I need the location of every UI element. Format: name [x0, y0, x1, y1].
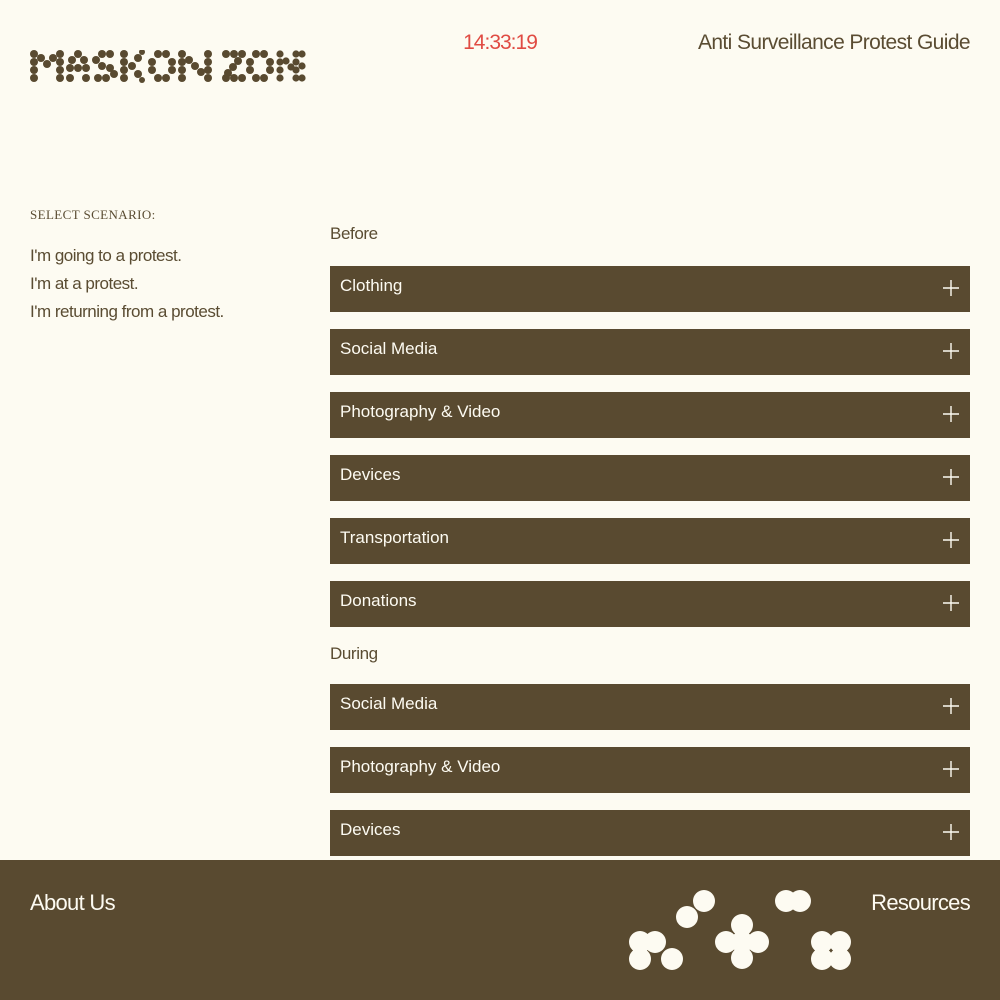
- accordion-label: Social Media: [340, 339, 438, 358]
- accordion-clothing[interactable]: [330, 266, 970, 312]
- plus-icon[interactable]: [942, 279, 960, 297]
- accordion-label: Clothing: [340, 276, 403, 295]
- accordion-label: Donations: [340, 591, 417, 610]
- about-us-link[interactable]: About Us: [30, 890, 115, 915]
- scenario-returning[interactable]: I'm returning from a protest.: [30, 302, 224, 321]
- section-title-during: During: [330, 644, 378, 663]
- plus-icon[interactable]: [942, 594, 960, 612]
- resources-link[interactable]: Resources: [871, 890, 970, 915]
- site-title: Anti Surveillance Protest Guide: [697, 31, 970, 54]
- decorative-dots-icon: [620, 880, 860, 980]
- accordion-label: Photography & Video: [340, 402, 501, 421]
- accordion-social-media[interactable]: [330, 329, 970, 375]
- plus-icon[interactable]: [942, 342, 960, 360]
- accordion-label: Photography & Video: [340, 757, 501, 776]
- accordion-label: Transportation: [340, 528, 449, 547]
- logo-wordmark-icon: [30, 50, 306, 84]
- accordion-devices[interactable]: [330, 455, 970, 501]
- plus-icon[interactable]: [942, 405, 960, 423]
- clock: 14:33:19: [463, 31, 537, 54]
- accordion-donations[interactable]: [330, 581, 970, 627]
- accordion-photography-video[interactable]: [330, 392, 970, 438]
- plus-icon[interactable]: [942, 697, 960, 715]
- accordion-label: Devices: [340, 820, 401, 839]
- plus-icon[interactable]: [942, 531, 960, 549]
- scenario-list: [30, 242, 224, 326]
- scenario-at[interactable]: I'm at a protest.: [30, 274, 139, 293]
- plus-icon[interactable]: [942, 760, 960, 778]
- footer: [0, 860, 1000, 1000]
- section-title-before: Before: [330, 224, 378, 243]
- plus-icon[interactable]: [942, 823, 960, 841]
- accordion-transportation[interactable]: [330, 518, 970, 564]
- accordion-devices-during[interactable]: [330, 810, 970, 856]
- accordion-label: Devices: [340, 465, 401, 484]
- logo[interactable]: [30, 50, 306, 84]
- accordion-label: Social Media: [340, 694, 438, 713]
- plus-icon[interactable]: [942, 468, 960, 486]
- accordion-photography-video-during[interactable]: [330, 747, 970, 793]
- scenario-going[interactable]: I'm going to a protest.: [30, 246, 182, 265]
- guide-content: [330, 224, 970, 873]
- scenario-label: SELECT SCENARIO:: [30, 207, 156, 222]
- accordion-social-media-during[interactable]: [330, 684, 970, 730]
